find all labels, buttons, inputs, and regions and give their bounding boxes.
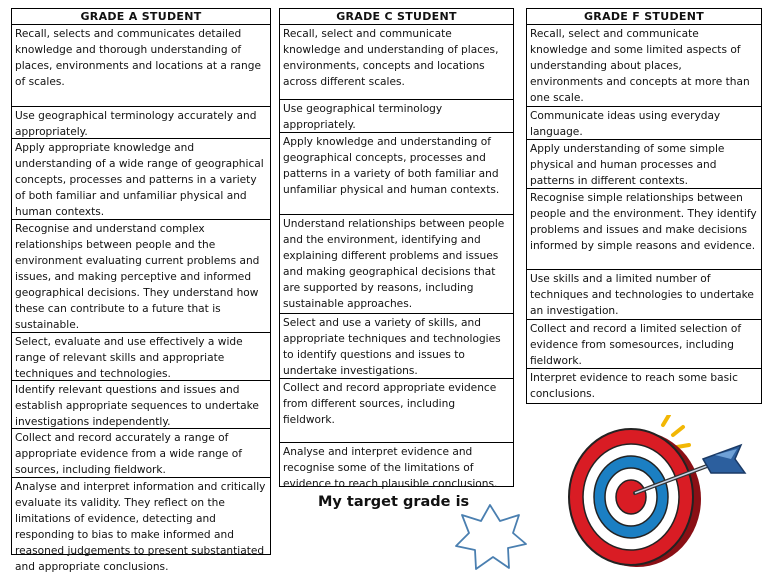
grade-c-item: Analyse and interpret evidence and recognise some of the limitations of evidence to reach plausible conclusions. bbox=[283, 446, 498, 490]
grade-a-item: Collect and record accurately a range of appropriate evidence from a wide range of sources, including fieldwork. bbox=[12, 429, 270, 478]
star-outline-icon[interactable] bbox=[452, 502, 528, 572]
grade-a-panel bbox=[11, 8, 271, 573]
grade-c-item: Use geographical terminology appropriately. bbox=[280, 100, 513, 133]
grade-a-item: Recognise and understand complex relationships between people and the environment evaluating current problems and issues, and making perceptive and informed geographical decisions. They understand how these can contribute to a future that is sustainable. bbox=[12, 220, 270, 333]
grade-f-item: Use skills and a limited number of techniques and technologies to undertake an investigation. bbox=[527, 270, 761, 320]
grade-c-title: GRADE C STUDENT bbox=[280, 9, 513, 25]
grade-c-item: Collect and record appropriate evidence from different sources, including fieldwork. bbox=[280, 379, 513, 443]
grade-f-panel bbox=[526, 8, 762, 404]
grade-a-title: GRADE A STUDENT bbox=[12, 9, 270, 25]
grade-a-item: Identify relevant questions and issues and establish appropriate sequences to undertake investigations independently. bbox=[12, 381, 270, 429]
grade-c-item: Understand relationships between people and the environment, identifying and explaining different problems and issues and making geographical decisions that are supported by reasons, including sustainable approaches. bbox=[280, 215, 513, 314]
grade-f-item: Apply understanding of some simple physical and human processes and patterns in different contexts. bbox=[527, 140, 761, 189]
grade-c-item: Select and use a variety of skills, and appropriate techniques and technologies to identify questions and issues to undertake investigations. bbox=[280, 314, 513, 379]
grade-a-item: Use geographical terminology accurately and appropriately. bbox=[12, 107, 270, 139]
grade-f-item: Recognise simple relationships between people and the environment. They identify problems and issues and make decisions informed by simple reasons and evidence. bbox=[527, 189, 761, 270]
grade-f-item: Recall, select and communicate knowledge and some limited aspects of understanding about places, environments and concepts at more than one scale. bbox=[527, 25, 761, 107]
grade-a-item: Analyse and interpret information and critically evaluate its validity. They reflect on the limitations of evidence, detecting and responding to bias to make informed and reasoned judgements to present substantiated and appropriate conclusions. bbox=[15, 481, 266, 573]
grade-c-panel bbox=[279, 8, 514, 490]
grade-f-item: Communicate ideas using everyday language. bbox=[527, 107, 761, 140]
grade-f-item: Interpret evidence to reach some basic conclusions. bbox=[530, 372, 738, 400]
target-grade-label: My target grade is bbox=[318, 494, 470, 510]
grade-c-item: Recall, select and communicate knowledge and understanding of places, environments, concepts and locations across different scales. bbox=[280, 25, 513, 100]
grade-f-item: Collect and record a limited selection of evidence from somesources, including fieldwork. bbox=[527, 320, 761, 369]
grade-a-item: Select, evaluate and use effectively a wide range of relevant skills and appropriate techniques and technologies. bbox=[12, 333, 270, 381]
grade-a-item: Recall, selects and communicates detailed knowledge and thorough understanding of places, environments and locations at a range of scales. bbox=[12, 25, 270, 107]
grade-f-title: GRADE F STUDENT bbox=[527, 9, 761, 25]
grade-a-item: Apply appropriate knowledge and understanding of a wide range of geographical concepts, processes and patterns in a variety of both familiar and unfamiliar physical and human contexts. bbox=[12, 139, 270, 220]
grade-c-item: Apply knowledge and understanding of geographical concepts, processes and patterns in a variety of both familiar and unfamiliar physical and human contexts. bbox=[280, 133, 513, 215]
dartboard-target-icon bbox=[565, 415, 755, 575]
